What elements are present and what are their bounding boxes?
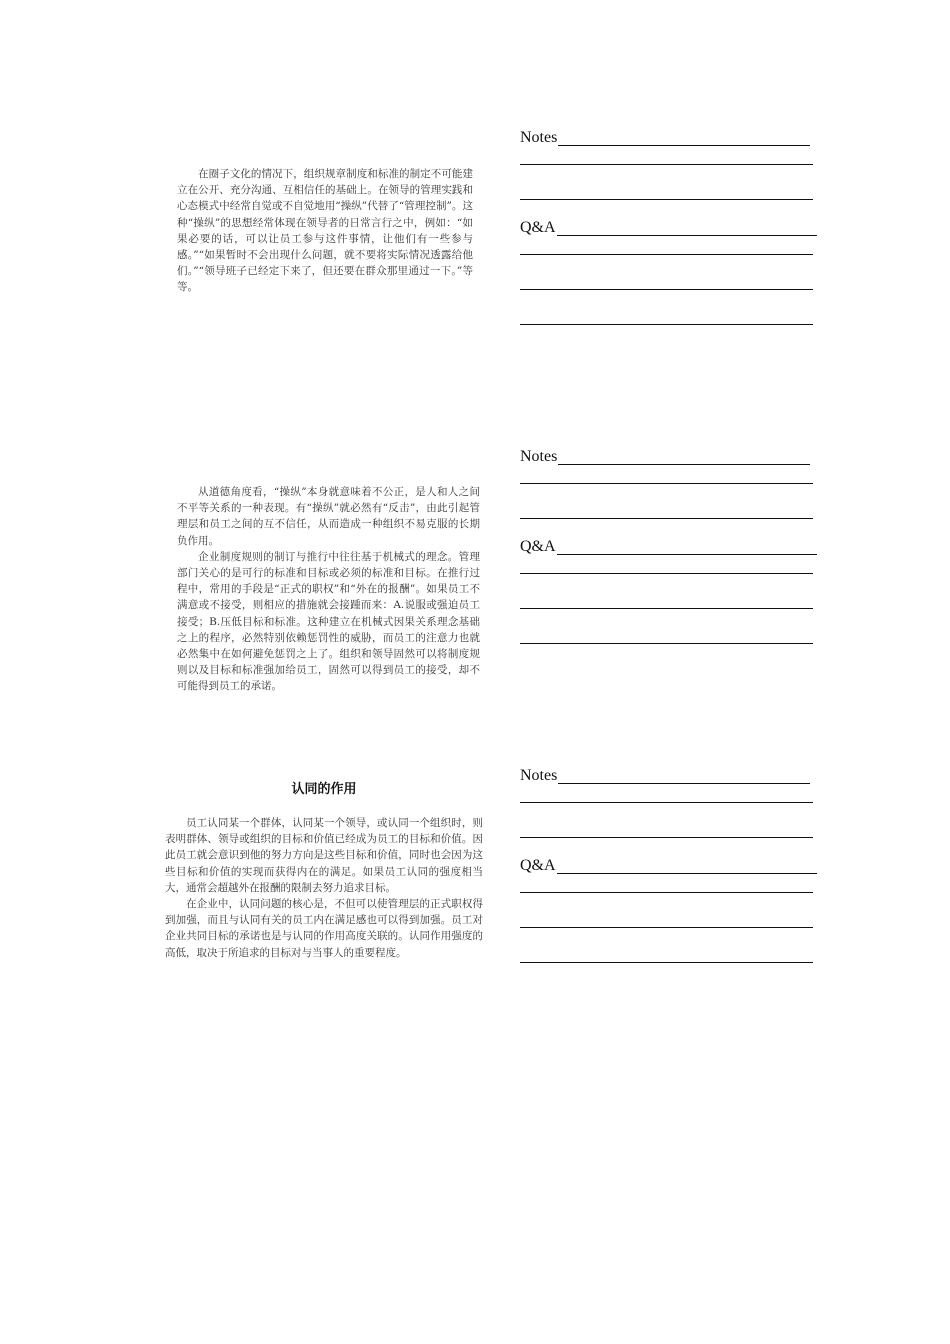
slide-3-paragraph-2: 在企业中，认同问题的核心是，不但可以使管理层的正式职权得到加强，而且与认同有关的员工内在满足感也可以得到加强。员工对企业共同目标的承诺也是与认同的作用高度关联的。认同作用强度的高低，取决于所追求的目标对与当事人的重要程度。	[165, 898, 483, 959]
qa-line[interactable]	[557, 219, 817, 236]
notes-row	[520, 766, 810, 784]
notes-label: Notes	[520, 129, 558, 146]
qa-blank-line-1[interactable]	[520, 572, 813, 574]
notes-label: Notes	[520, 767, 558, 784]
slide-2-paragraph-1: 从道德角度看，“操纵”本身就意味着不公正，是人和人之间不平等关系的一种表现。有“操纵”就必然有“反击”，由此引起管理层和员工之间的互不信任，从而造成一种组织不易克服的长期负作用。	[177, 486, 480, 547]
notes-row	[520, 447, 810, 465]
notes-block-1	[520, 128, 820, 325]
qa-blank-line-2[interactable]	[520, 926, 813, 928]
qa-row	[520, 537, 817, 555]
notes-blank-line-2[interactable]	[520, 517, 813, 519]
slide-3-heading: 认同的作用	[291, 782, 357, 797]
notes-blank-line-1[interactable]	[520, 801, 813, 803]
notes-label: Notes	[520, 448, 558, 465]
qa-label: Q&A	[520, 538, 556, 555]
slide-1-paragraph-1: 在圈子文化的情况下，组织规章制度和标准的制定不可能建立在公开、充分沟通、互相信任的基础上。在领导的管理实践和心态模式中经常自觉或不自觉地用“操纵”代替了“管理控制”。这种“操纵”的思想经常体现在领导者的日常言行之中，例如：“如果必要的话，可以让员工参与这件事情，让他们有一些参与感。”“如果暂时不会出现什么问题，就不要将实际情况透露给他们。”“领导班子已经定下来了，但还要在群众那里通过一下。”等等。	[177, 168, 473, 294]
qa-blank-line-3[interactable]	[520, 961, 813, 963]
notes-line[interactable]	[558, 448, 810, 465]
qa-label: Q&A	[520, 219, 556, 236]
qa-line[interactable]	[557, 857, 817, 874]
notes-blank-line-2[interactable]	[520, 198, 813, 200]
slide-3-text	[165, 815, 483, 961]
qa-label: Q&A	[520, 857, 556, 874]
notes-row	[520, 128, 810, 146]
qa-row	[520, 218, 817, 236]
qa-line[interactable]	[557, 538, 817, 555]
notes-line[interactable]	[558, 129, 810, 146]
qa-blank-line-3[interactable]	[520, 642, 813, 644]
notes-block-3	[520, 766, 820, 963]
notes-blank-line-2[interactable]	[520, 836, 813, 838]
slide-2-text	[177, 484, 480, 695]
notes-block-2	[520, 447, 820, 644]
qa-blank-line-3[interactable]	[520, 323, 813, 325]
qa-row	[520, 856, 817, 874]
qa-blank-line-2[interactable]	[520, 607, 813, 609]
qa-blank-line-2[interactable]	[520, 288, 813, 290]
notes-line[interactable]	[558, 767, 810, 784]
slide-3-paragraph-1: 员工认同某一个群体，认同某一个领导，或认同一个组织时，则表明群体、领导或组织的目标和价值已经成为员工的目标和价值。因此员工就会意识到他的努力方向是这些目标和价值，同时也会因为这些目标和价值的实现而获得内在的满足。如果员工认同的强度相当大，通常会超越外在报酬的限制去努力追求目标。	[165, 817, 483, 894]
qa-blank-line-1[interactable]	[520, 891, 813, 893]
slide-1-text	[177, 166, 473, 296]
notes-blank-line-1[interactable]	[520, 482, 813, 484]
slide-2-paragraph-2: 企业制度规则的制订与推行中往往基于机械式的理念。管理部门关心的是可行的标准和目标或必须的标准和目标。在推行过程中，常用的手段是“正式的职权”和“外在的报酬”。如果员工不满意或不接受，则相应的措施就会接踵而来：A.说服或强迫员工接受；B.压低目标和标准。这种建立在机械式因果关系理念基础之上的程序，必然特别依赖惩罚性的威胁，而员工的注意力也就必然集中在如何避免惩罚之上了。组织和领导固然可以将制度规则以及目标和标准强加给员工，固然可以得到员工的接受，却不可能得到员工的承诺。	[177, 550, 480, 693]
qa-blank-line-1[interactable]	[520, 253, 813, 255]
notes-blank-line-1[interactable]	[520, 163, 813, 165]
